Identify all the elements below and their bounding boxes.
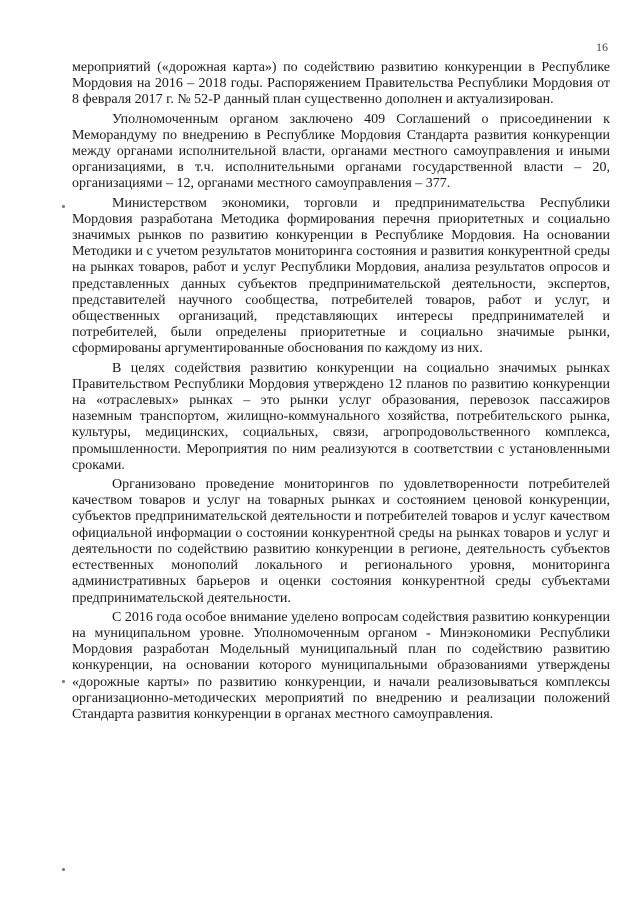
document-body	[72, 60, 610, 726]
paragraph-agreements: Уполномоченным органом заключено 409 Соглашений о присоединении к Меморандуму по внедрению в Республике Мордовия Стандарта развития конкуренции между органами исполнительной власти, органами местного самоуправления и иными организациями, в т.ч. исполнительными органами государственной власти – 20, организациями – 12, органами местного самоуправления – 377.	[72, 111, 610, 192]
paragraph-roadmap-continuation: мероприятий («дорожная карта») по содействию развитию конкуренции в Республике Мордовия на 2016 – 2018 годы. Распоряжением Правительства Республики Мордовия от 8 февраля 2017 г. № 52-Р данный план существенно дополнен и актуализирован.	[72, 60, 610, 108]
paragraph-sector-plans: В целях содействия развитию конкуренции на социально значимых рынках Правительством Республики Мордовия утверждено 12 планов по развитию конкуренции на «отраслевых» рынках – это рынки услуг образования, перевозок пассажиров наземным транспортом, жилищно-коммунального хозяйства, потребительского рынка, культуры, медицинских, социальных, связи, агропродовольственного комплекса, промышленности. Мероприятия по ним реализуются в соответствии с установленными сроками.	[72, 360, 610, 473]
page-number: 16	[596, 40, 608, 54]
scan-speck	[62, 205, 65, 208]
scan-speck	[62, 868, 65, 871]
paragraph-municipal-level: С 2016 года особое внимание уделено вопросам содействия развитию конкуренции на муниципальном уровне. Уполномоченным органом - Минэкономики Республики Мордовия разработан Модельный муниципальный план по содействию развитию конкуренции, на основании которого муниципальными образованиями утверждены «дорожные карты» по развитию конкуренции, и начали реализовываться комплексы организационно-методических мероприятий по внедрению и реализации положений Стандарта развития конкуренции в органах местного самоуправления.	[72, 609, 610, 722]
paragraph-monitoring: Организовано проведение мониторингов по удовлетворенности потребителей качеством товаров и услуг на товарных рынках и состоянием ценовой конкуренции, субъектов предпринимательской деятельности и потребителей товаров и услуг качеством официальной информации о состоянии конкурентной среды на рынках товаров и услуг и деятельности по содействию развитию конкуренции в регионе, деятельность субъектов естественных монополий локального и регионального уровня, мониторинга административных барьеров и оценки состояния конкурентной среды субъектами предпринимательской деятельности.	[72, 477, 610, 606]
paragraph-methodology: Министерством экономики, торговли и предпринимательства Республики Мордовия разработана Методика формирования перечня приоритетных и социально значимых рынков по развитию конкуренции в Республике Мордовия. На основании Методики и с учетом результатов мониторинга состояния и развития конкурентной среды на рынках товаров, работ и услуг Республики Мордовия, анализа результатов опросов и представленных данных субъектов предпринимательской деятельности, экспертов, представителей научного сообщества, потребителей товаров, работ и услуг, и общественных организаций, представляющих интересы предпринимателей и потребителей, были определены приоритетные и социально значимые рынки, сформированы аргументированные обоснования по каждому из них.	[72, 195, 610, 357]
scan-speck	[62, 680, 65, 683]
